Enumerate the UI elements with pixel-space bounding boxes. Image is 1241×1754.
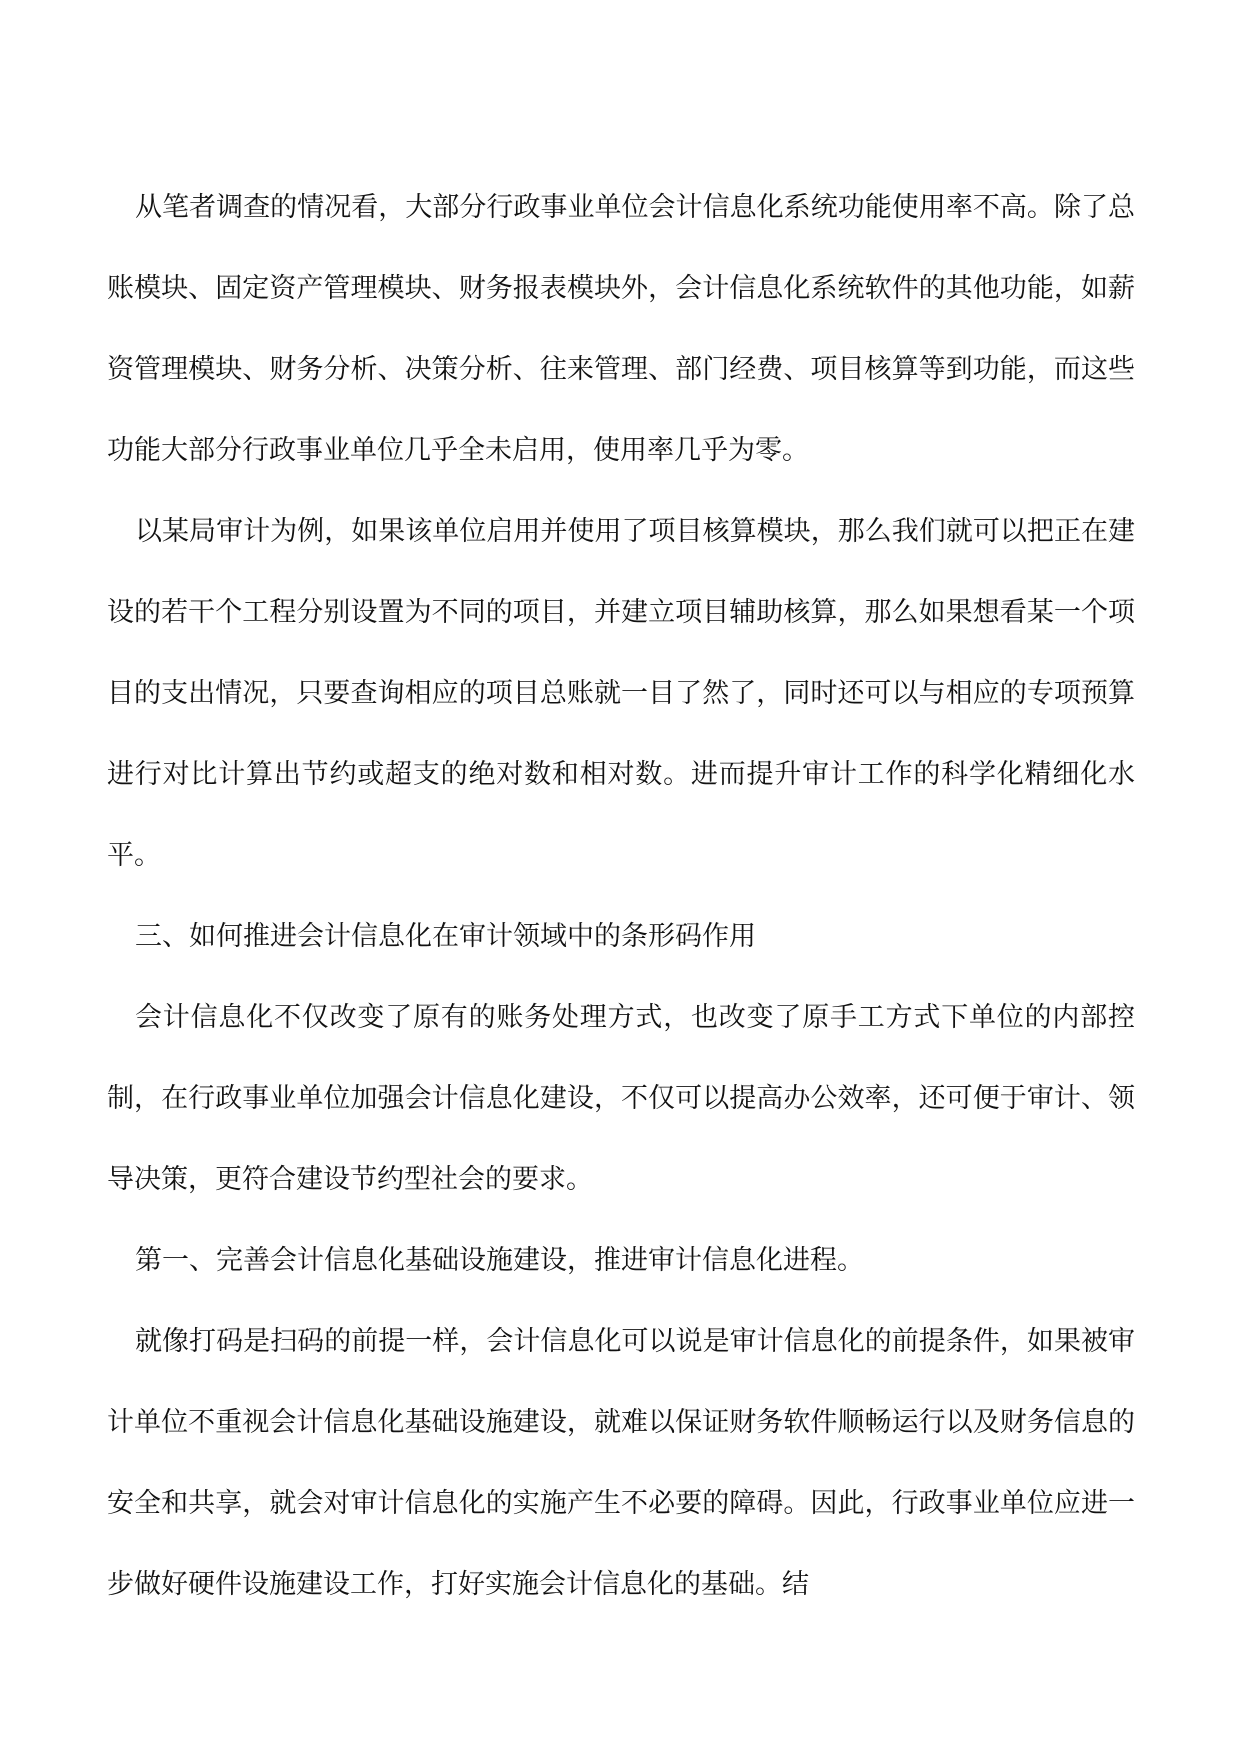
paragraph-internal-control: 会计信息化不仅改变了原有的账务处理方式，也改变了原手工方式下单位的内部控制，在行政事业单位加强会计信息化建设，不仅可以提高办公效率，还可便于审计、领导决策，更符合建设节约型社会的要求。 <box>107 1002 1135 1195</box>
paragraph-function-usage: 从笔者调查的情况看，大部分行政事业单位会计信息化系统功能使用率不高。除了总账模块、固定资产管理模块、财务报表模块外，会计信息化系统软件的其他功能，如薪资管理模块、财务分析、决策分析、往来管理、部门经费、项目核算等到功能，而这些功能大部分行政事业单位几乎全未启用，使用率几乎为零。 <box>107 192 1135 466</box>
section-heading: 三、如何推进会计信息化在审计领域中的条形码作用 <box>135 921 756 952</box>
subheading-first: 第一、完善会计信息化基础设施建设，推进审计信息化进程。 <box>135 1245 864 1276</box>
document-body <box>107 167 1135 1625</box>
paragraph-infrastructure: 就像打码是扫码的前提一样，会计信息化可以说是审计信息化的前提条件，如果被审计单位不重视会计信息化基础设施建设，就难以保证财务软件顺畅运行以及财务信息的安全和共享，就会对审计信息化的实施产生不必要的障碍。因此，行政事业单位应进一步做好硬件设施建设工作，打好实施会计信息化的基础。结 <box>107 1326 1135 1600</box>
paragraph-audit-example: 以某局审计为例，如果该单位启用并使用了项目核算模块，那么我们就可以把正在建设的若干个工程分别设置为不同的项目，并建立项目辅助核算，那么如果想看某一个项目的支出情况，只要查询相应的项目总账就一目了然了，同时还可以与相应的专项预算进行对比计算出节约或超支的绝对数和相对数。进而提升审计工作的科学化精细化水平。 <box>107 516 1135 871</box>
